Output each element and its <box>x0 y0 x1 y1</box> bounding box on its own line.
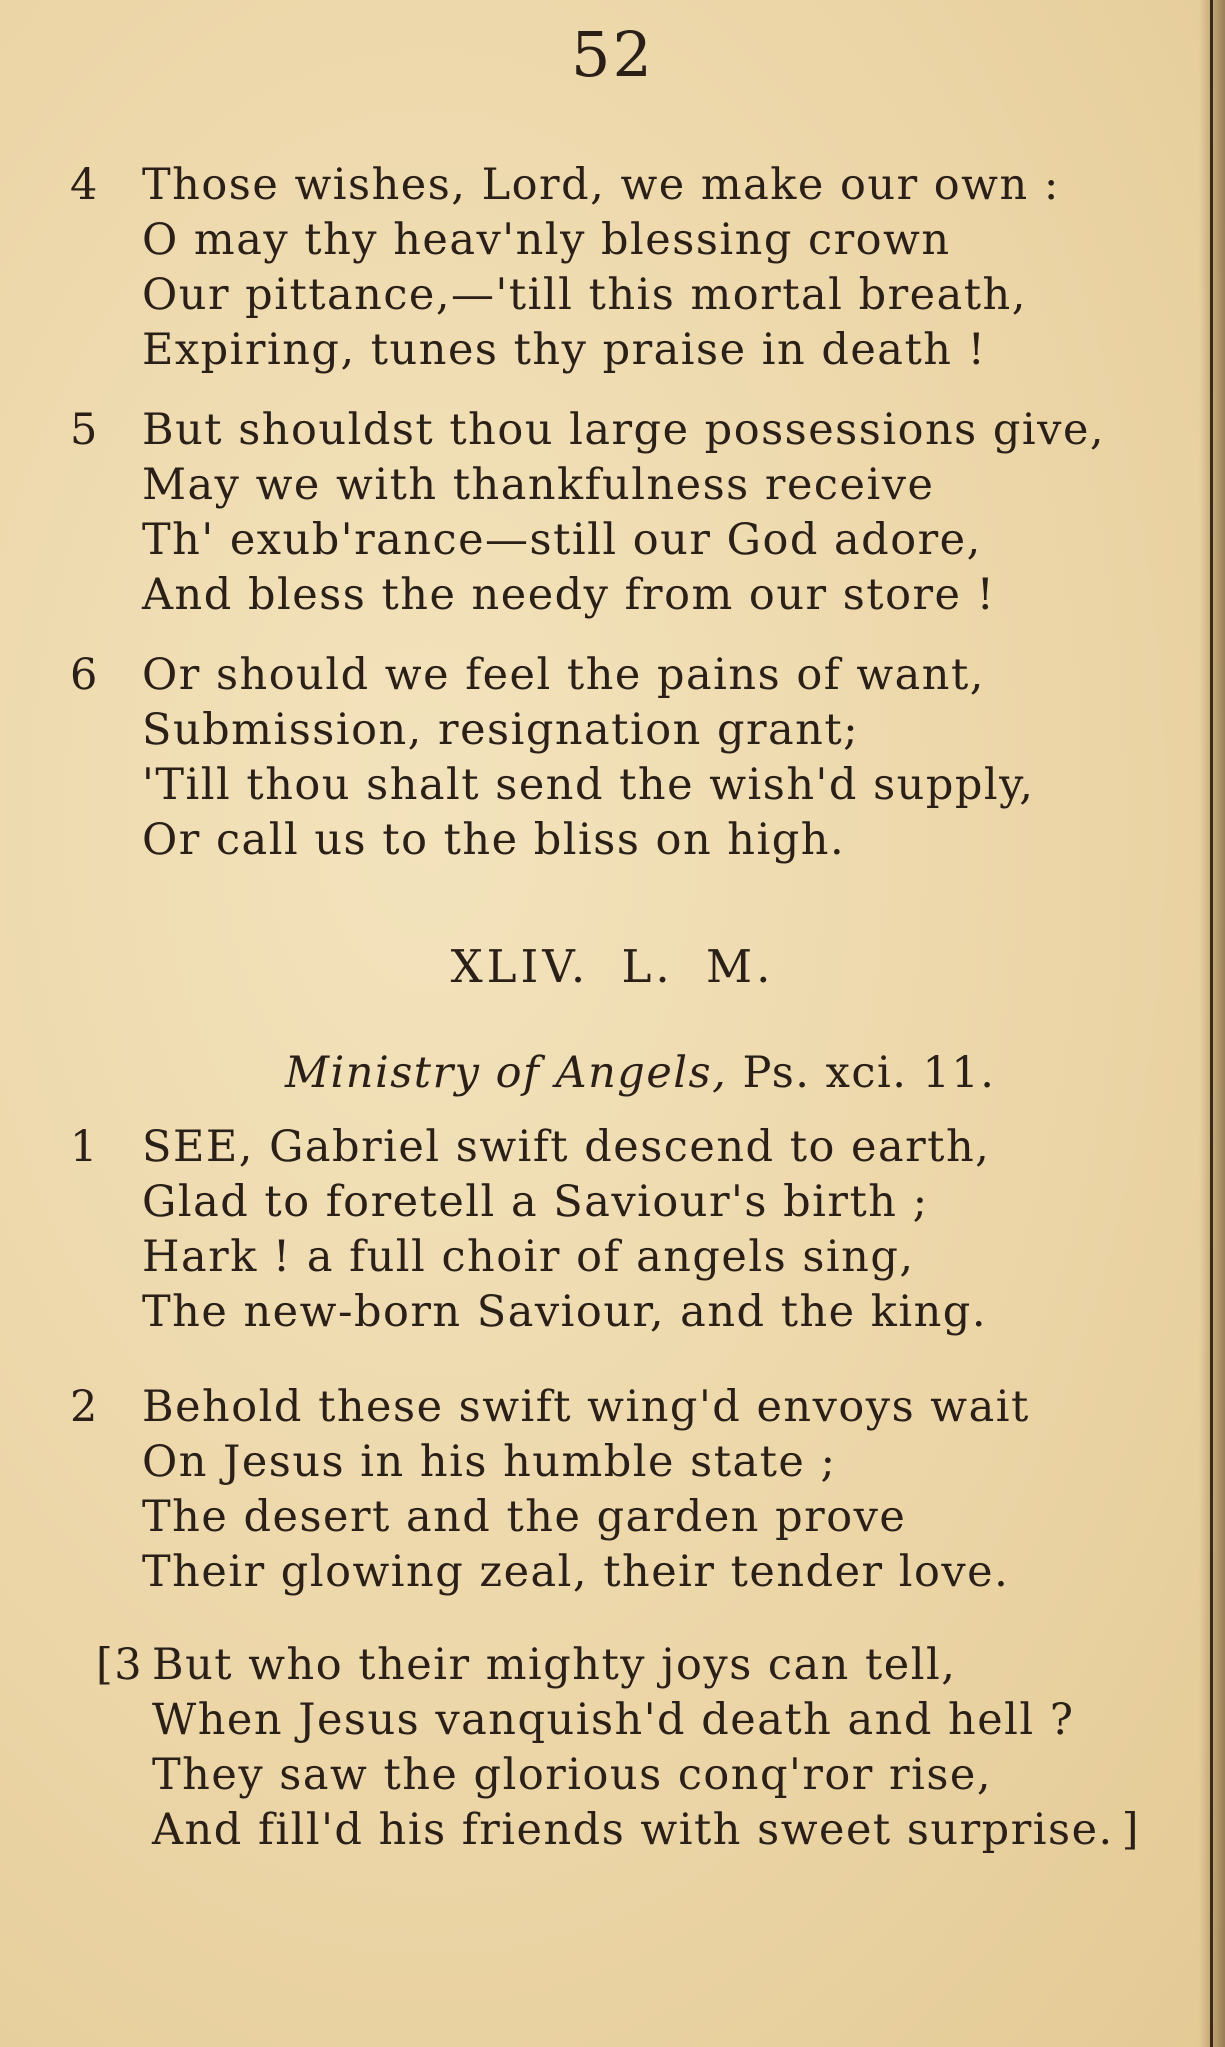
hymn-stanza-3 <box>96 1638 1140 1858</box>
stanza-4 <box>70 158 1060 378</box>
hymn-subtitle-theme: Ministry of Angels, <box>285 1048 728 1098</box>
stanza-number: 2 <box>70 1382 99 1432</box>
verse-line: Th' exub'rance—still our God adore, <box>142 515 982 565</box>
open-bracket: [ <box>96 1640 115 1690</box>
verse-line: Hark ! a full choir of angels sing, <box>142 1232 915 1282</box>
verse-line: Glad to foretell a Saviour's birth ; <box>142 1177 929 1227</box>
verse-line: But who their mighty joys can tell, <box>152 1640 957 1690</box>
verse-line: May we with thankfulness receive <box>142 460 935 510</box>
close-bracket: ] <box>1121 1805 1140 1855</box>
stanza-number: 4 <box>70 160 99 210</box>
stanza-number: 5 <box>70 405 99 455</box>
hymn-title: XLIV. L. M. <box>450 940 775 993</box>
hymn-stanza-2 <box>70 1380 1030 1600</box>
stanza-number: 1 <box>70 1122 99 1172</box>
verse-line-text: And fill'd his friends with sweet surprise. <box>152 1805 1114 1855</box>
spine-edge <box>1210 0 1213 2047</box>
verse-line: Those wishes, Lord, we make our own : <box>142 160 1060 210</box>
verse-line: Or call us to the bliss on high. <box>142 815 846 865</box>
verse-line: SEE, Gabriel swift descend to earth, <box>142 1122 991 1172</box>
verse-line: But shouldst thou large possessions give, <box>142 405 1106 455</box>
stanza-number <box>96 1638 156 1693</box>
verse-line: Submission, resignation grant; <box>142 705 860 755</box>
stanza-number: 6 <box>70 650 99 700</box>
verse-line: They saw the glorious conq'ror rise, <box>152 1750 993 1800</box>
verse-line: When Jesus vanquish'd death and hell ? <box>152 1695 1075 1745</box>
hymn-stanza-1 <box>70 1120 990 1340</box>
verse-line: O may thy heav'nly blessing crown <box>142 215 951 265</box>
page-number: 52 <box>571 18 654 91</box>
verse-line <box>152 1803 1140 1858</box>
stanza-5 <box>70 403 1105 623</box>
verse-line: And bless the needy from our store ! <box>142 570 996 620</box>
stanza-6 <box>70 648 1034 868</box>
verse-line: Their glowing zeal, their tender love. <box>142 1547 1010 1597</box>
verse-line: 'Till thou shalt send the wish'd supply, <box>142 760 1035 810</box>
verse-line: On Jesus in his humble state ; <box>142 1437 837 1487</box>
verse-line: Our pittance,—'till this mortal breath, <box>142 270 1027 320</box>
verse-line: The new-born Saviour, and the king. <box>142 1287 987 1337</box>
hymn-subtitle <box>285 1048 995 1098</box>
verse-line: The desert and the garden prove <box>142 1492 907 1542</box>
stanza-number-value: 3 <box>114 1640 144 1690</box>
verse-line: Behold these swift wing'd envoys wait <box>142 1382 1030 1432</box>
hymn-scripture-reference: Ps. xci. 11. <box>742 1048 996 1098</box>
verse-line: Or should we feel the pains of want, <box>142 650 985 700</box>
verse-line: Expiring, tunes thy praise in death ! <box>142 325 987 375</box>
